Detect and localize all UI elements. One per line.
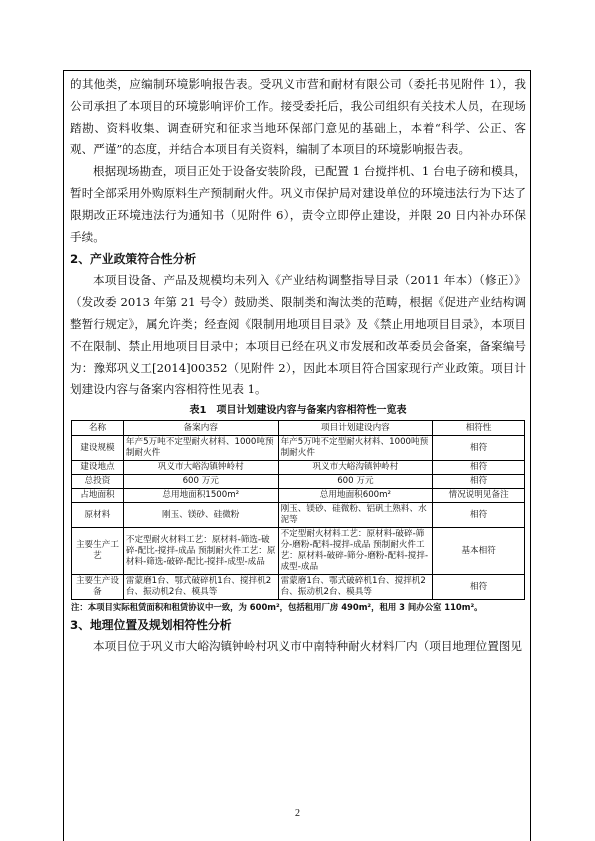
table-row <box>72 461 525 475</box>
row-result: 相符 <box>433 475 525 489</box>
row-planned: 总用地面积600m² <box>278 489 433 503</box>
row-filed: 600 万元 <box>123 475 278 489</box>
table-row <box>72 575 525 600</box>
section-heading-location-planning: 3、地理位置及规划相符性分析 <box>70 618 232 633</box>
table-row <box>72 436 525 461</box>
row-result: 相符 <box>433 575 525 600</box>
row-name: 建设规模 <box>72 436 124 461</box>
paragraph-site-survey: 根据现场勘查，项目正处于设备安装阶段，已配置 1 台搅拌机、1 台电子磅和模具，暂时全部采用外购原料生产预制耐火件。巩义市保护局对建设单位的环境违法行为下达了限期改正环境违法行为通知书（见附件 6），责令立即停止建设，并限 20 日内补办环保手续。 <box>70 164 526 244</box>
row-planned: 不定型耐火材料工艺：原材料-破碎-筛分-磨粉-配料-搅拌-成品 预制耐火件工艺：原材料-破碎-筛分-磨粉-配料-搅拌-成型-成品 <box>278 528 433 575</box>
header-conformity: 相符性 <box>433 421 525 436</box>
section-heading-industrial-policy: 2、产业政策符合性分析 <box>70 252 197 267</box>
row-name: 主要生产设备 <box>72 575 124 600</box>
row-name: 占地面积 <box>72 489 124 503</box>
paragraph-location: 本项目位于巩义市大峪沟镇钟岭村巩义市中南特种耐火材料厂内（项目地理位置图见 <box>93 639 522 654</box>
row-name: 主要生产工艺 <box>72 528 124 575</box>
table-caption: 表1 项目计划建设内容与备案内容相符性一览表 <box>189 405 407 417</box>
row-result: 相符 <box>433 503 525 528</box>
table-row <box>72 528 525 575</box>
table-note: 注：本项目实际租赁面积和租赁协议中一致，为 600m²，包括租用厂房 490m²，租用 3 间办公室 110m²。 <box>71 602 483 613</box>
row-filed: 不定型耐火材料工艺：原材料-筛选-破碎-配比-搅拌-成品 预制耐火件工艺：原材料-筛选-破碎-配比-搅拌-成型-成品 <box>123 528 278 575</box>
page-number: 2 <box>295 808 300 819</box>
row-filed: 总用地面积1500m² <box>123 489 278 503</box>
table-header-row <box>72 421 525 436</box>
paragraph-intro-continued: 的其他类，应编制环境影响报告表。受巩义市营和耐材有限公司（委托书见附件 1），我公司承担了本项目的环境影响评价工作。接受委托后，我公司组织有关技术人员，在现场踏勘、资料收集、调查研究和征求当地环保部门意见的基础上，本着“科学、公正、客观、严谨”的态度，并结合本项目有关资料，编制了本项目的环境影响报告表。 <box>70 77 526 157</box>
row-name: 原材料 <box>72 503 124 528</box>
row-result: 基本相符 <box>433 528 525 575</box>
document-body <box>70 74 526 658</box>
row-planned: 600 万元 <box>278 475 433 489</box>
table-row <box>72 503 525 528</box>
row-planned: 刚玉、镁砂、硅微粉、铝矾土熟料、水泥等 <box>278 503 433 528</box>
table-row <box>72 475 525 489</box>
row-result: 相符 <box>433 461 525 475</box>
row-filed: 年产5万吨不定型耐火材料、1000吨预制耐火件 <box>123 436 278 461</box>
row-planned: 雷蒙磨1台、鄂式破碎机1台、搅拌机2台、振动机2台、模具等 <box>278 575 433 600</box>
table-row <box>72 489 525 503</box>
header-name: 名称 <box>72 421 124 436</box>
header-filed-content: 备案内容 <box>123 421 278 436</box>
paragraph-industrial-policy: 本项目设备、产品及规模均未列入《产业结构调整指导目录（2011 年本）（修正）》（发改委 2013 年第 21 号令）鼓励类、限制类和淘汰类的范畴，根据《促进产业结构调整暂行规定》，属允许类；经查阅《限制用地项目目录》及《禁止用地项目目录》，本项目不在限制、禁止用地项目目录中；本项目已经在巩义市发展和改革委员会备案，备案编号为：豫郑巩义工[2014]00352（见附件 2），因此本项目符合国家现行产业政策。项目计划建设内容与备案内容相符性见表 1。 <box>70 273 526 397</box>
row-filed: 雷蒙磨1台、鄂式破碎机1台、搅拌机2台、振动机2台、模具等 <box>123 575 278 600</box>
header-planned-content: 项目计划建设内容 <box>278 421 433 436</box>
row-name: 总投资 <box>72 475 124 489</box>
comparison-table <box>71 420 525 600</box>
row-planned: 年产5万吨不定型耐火材料、1000吨预制耐火件 <box>278 436 433 461</box>
row-planned: 巩义市大峪沟镇钟岭村 <box>278 461 433 475</box>
row-name: 建设地点 <box>72 461 124 475</box>
row-result: 相符 <box>433 436 525 461</box>
row-filed: 刚玉、镁砂、硅微粉 <box>123 503 278 528</box>
row-result: 情况说明见备注 <box>433 489 525 503</box>
row-filed: 巩义市大峪沟镇钟岭村 <box>123 461 278 475</box>
